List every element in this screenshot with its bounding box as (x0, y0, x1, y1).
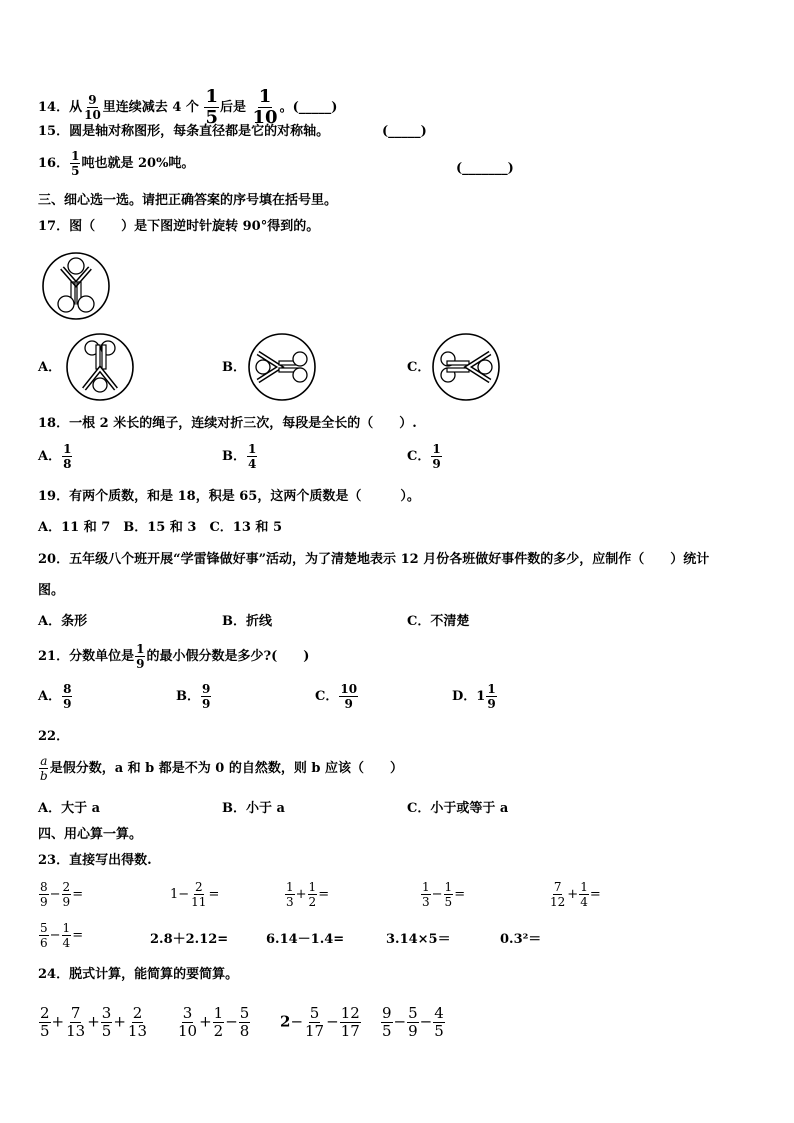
option-18-b[interactable]: B． $\frac{1}{4}$ (222, 442, 257, 471)
calc-item: 1− $\frac{2}{11}$ = (170, 880, 220, 909)
fraction: $\frac{a}{b}$ (40, 754, 48, 783)
option-21-b[interactable]: B． $\frac{9}{9}$ (176, 682, 211, 711)
option-22-c[interactable]: C．小于或等于 a (407, 801, 509, 816)
option-22-b[interactable]: B．小于 a (222, 801, 285, 816)
question-21: 21．分数单位是 $\frac{1}{9}$ 的最小假分数是多少?( ) (38, 642, 310, 671)
calc-expression: $\frac{2}{5}$ + $\frac{7}{13}$ + $\frac{3}{5}$ + $\frac{2}{13}$ (40, 1004, 148, 1040)
option-21-a[interactable]: A． $\frac{8}{9}$ (38, 682, 72, 711)
fraction: $\frac{1}{10}$ (252, 86, 278, 128)
option-17-a[interactable]: A． (38, 360, 62, 375)
fraction: $\frac{9}{10}$ (84, 93, 101, 122)
answer-blank-16[interactable]: (_______) (456, 161, 514, 176)
calc-expression: $\frac{9}{5}$ − $\frac{5}{9}$ − $\frac{4}{5}$ (382, 1004, 444, 1040)
question-22: $\frac{a}{b}$ 是假分数，a 和 b 都是不为 0 的自然数，则 b 应该（ ） (40, 754, 404, 783)
calc-expression: $\frac{3}{10}$ + $\frac{1}{2}$ − $\frac{5}{8}$ (178, 1004, 250, 1040)
fraction: $\frac{1}{9}$ (432, 442, 441, 471)
calc-item: 2.8＋2.12= (150, 932, 229, 947)
question-20-cont: 图。 (38, 583, 65, 598)
fraction: $\frac{1}{8}$ (63, 442, 72, 471)
question-17: 17．图（ ）是下图逆时针旋转 90°得到的。 (38, 219, 320, 234)
section-4-heading: 四、用心算一算。 (38, 827, 143, 842)
question-19: 19．有两个质数，和是 18，积是 65，这两个质数是（ ）。 (38, 489, 420, 504)
question-20: 20．五年级八个班开展“学雷锋做好事”活动，为了清楚地表示 12 月份各班做好事件数的多少，应制作（ ）统计 (38, 552, 710, 567)
calc-expression: 2− $\frac{5}{17}$ − $\frac{12}{17}$ (280, 1004, 360, 1040)
question-22-number: 22． (38, 729, 70, 744)
option-20-a[interactable]: A．条形 (38, 614, 88, 629)
option-21-d[interactable]: D．1 $\frac{1}{9}$ (452, 682, 496, 711)
calc-item: $\frac{8}{9}$ − $\frac{2}{9}$ = (40, 880, 84, 909)
section-3-heading: 三、细心选一选。请把正确答案的序号填在括号里。 (38, 193, 338, 208)
option-b-figure (246, 331, 318, 403)
question-18: 18．一根 2 米长的绳子，连续对折三次，每段是全长的（ ）. (38, 416, 417, 431)
question-23: 23．直接写出得数. (38, 853, 152, 868)
original-figure (40, 250, 112, 322)
question-16: 16． $\frac{1}{5}$ 吨也就是 20%吨。 (38, 149, 195, 178)
question-24: 24．脱式计算，能简算的要简算。 (38, 967, 239, 982)
option-20-b[interactable]: B．折线 (222, 614, 272, 629)
option-17-c[interactable]: C． (407, 360, 431, 375)
fraction: $\frac{8}{9}$ (63, 682, 72, 711)
option-17-b[interactable]: B． (222, 360, 246, 375)
question-14: 14．从 $\frac{9}{10}$ 里连续减去 4 个 $\frac{1}{5}$ 后是 $\frac{1}{10}$ 。(_____) (38, 86, 338, 128)
calc-item: 3.14×5＝ (386, 932, 451, 947)
calc-item: $\frac{5}{6}$ − $\frac{1}{4}$ = (40, 921, 84, 950)
option-a-figure (64, 331, 136, 403)
fraction: $\frac{1}{5}$ (71, 149, 80, 178)
fraction: $\frac{1}{4}$ (248, 442, 257, 471)
calc-item: $\frac{1}{3}$ − $\frac{1}{5}$ = (422, 880, 466, 909)
option-20-c[interactable]: C．不清楚 (407, 614, 470, 629)
fraction: $\frac{1}{5}$ (205, 86, 218, 128)
option-18-a[interactable]: A． $\frac{1}{8}$ (38, 442, 72, 471)
answer-blank-15[interactable]: (_____) (382, 124, 427, 139)
fraction: $\frac{1}{9}$ (487, 682, 496, 711)
calc-item: $\frac{1}{3}$ + $\frac{1}{2}$ = (286, 880, 330, 909)
option-21-c[interactable]: C． $\frac{10}{9}$ (315, 682, 358, 711)
calc-item: 0.3²＝ (500, 932, 542, 947)
calc-item: 6.14－1.4= (266, 932, 345, 947)
options-19[interactable]: A．11 和 7 B．15 和 3 C．13 和 5 (38, 520, 282, 535)
option-18-c[interactable]: C． $\frac{1}{9}$ (407, 442, 441, 471)
option-c-figure (430, 331, 502, 403)
fraction: $\frac{10}{9}$ (340, 682, 358, 711)
fraction: $\frac{1}{9}$ (136, 642, 145, 671)
calc-item: $\frac{7}{12}$ + $\frac{1}{4}$ = (550, 880, 601, 909)
question-15: 15．圆是轴对称图形，每条直径都是它的对称轴。 (38, 124, 330, 139)
fraction: $\frac{9}{9}$ (202, 682, 211, 711)
option-22-a[interactable]: A．大于 a (38, 801, 101, 816)
